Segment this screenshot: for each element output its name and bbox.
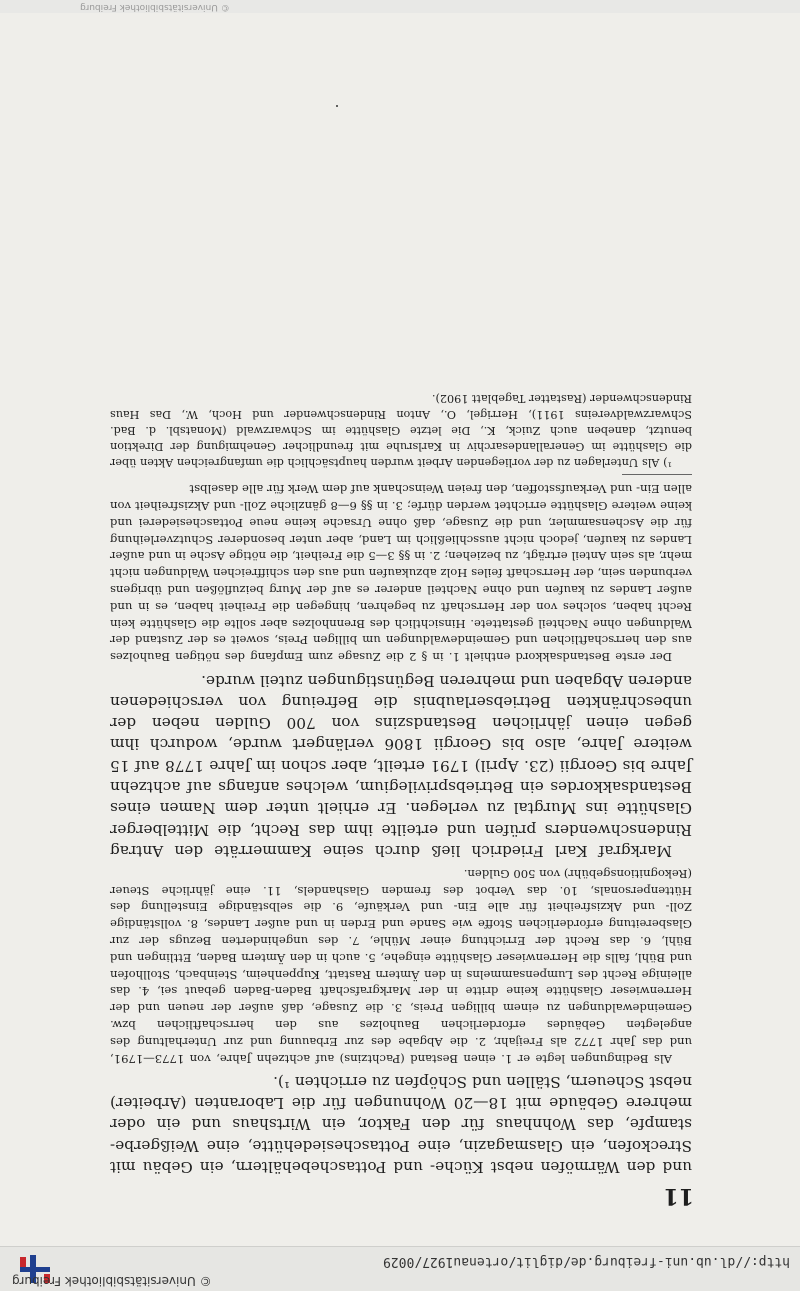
paragraph-4: Der erste Bestandsakkord enthielt 1. in § 2 die Zusage zum Empfang des nötigen Bauholzes aus den herrschaftlichen und Gemeindewaldungen um billigen Preis, soweit es der Zustand der Waldungen ohne Nachteil gestattete. Hinsichtlich des Brennholzes aber sollte die Glashütte kein Recht haben, solches von der Herrschaft zu begehren, hingegen die Freiheit haben, es in und außer Landes zu kaufen und ohne Nachteil anderer es auf der Murg beizuflößen und übrigens verbunden sein, der Herrschaft feiles Holz abzukaufen und aus den schiffreichen Waldungen nicht mehr, als sein Anteil erträgt, zu beziehen; 2. in §§ 3—5 die Freiheit, die nötige Asche in und außer Landes zu kaufen, jedoch nicht ausschließlich im Land, aber unter besonderer Schutzverleihung für die Aschensammler, und die Zusage, daß ohne Ursache keine neue Pottaschesiederei und keine weitere Glashütte errichtet werden dürfe; 3. in §§ 6—8 gänzliche Zoll- und Akzisfreiheit von allen Ein- und Verkaufsstoffen, den freien Weinschank auf dem Werk für alle daselbst	[110, 482, 692, 665]
specks	[336, 105, 338, 107]
copyright-notice: © Universitätsbibliothek Freiburg	[12, 1274, 212, 1288]
paragraph-2: Als Bedingungen legte er 1. einen Bestand (Pachtzins) auf achtzehn Jahre, von 1773—1791, und das Jahr 1772 als Freijahr, 2. die Abgabe des zur Erbauung und zur Unterhaltung des angelegten Gebäudes erforderlichen Bauholzes aus den herrschaftlichen bzw. Gemeindewaldungen zu einem billigen Preis, 3. die Zusage, daß außer der neuen und der Herrenwieser Glashütte keine dritte in der Markgrafschaft Baden-Baden gebaut sei, 4. das alleinige Recht des Lumpensammelns in den Ämtern Rastatt, Kuppenheim, Steinbach, Stollhofen und Bühl, falls die Herrenwieser Glashütte eingehe, 5. auch in den Ämtern Baden, Ettlingen und Bühl, 6. das Recht der Errichtung einer Mühle, 7. des ungehinderten Bezugs der zur Glasbereitung erforderlichen Stoffe wie Sande und Erden in und außer Landes, 8. vollständige Zoll- und Akzisfreiheit für alle Ein- und Verkäufe, 9. die selbständige Einstellung des Hüttenpersonals, 10. das Verbot des fremden Glashandels, 11. eine jährliche Steuer (Rekognitionsgebühr) von 500 Gulden.	[110, 866, 692, 1066]
footnote: ¹) Als Unterlagen zu der vorliegenden Arbeit wurden hauptsächlich die umfangreichen Akten über die Glashütte im Generallandesarchiv in Karlsruhe mit freundlicher Genehmigung der Direktion benutzt, daneben auch Zuick, K., Die letzte Glashütte im Schwarzwald (Monatsbl. d. Bad. Schwarzwaldvereins 1911), Herrigel, O., Anton Rindenschwender und Hoch, W., Das Haus Rindenschwender (Rastatter Tageblatt 1902).	[110, 391, 692, 469]
paragraph-1: und den Wärmöfen nebst Küche- und Pottaschebehältern, ein Gebäu mit Streckofen, ein Glasmagazin, eine Pottaschesiedehütte, eine Weißgerbe-stampfe, das Wohnhaus für den Faktor, ein Wirtshaus und ein oder mehrere Gebäude mit 18—20 Wohnungen für die Laboranten (Arbeiter) nebst Scheuern, Ställen und Schöpfen zu errichten ¹).	[110, 1072, 692, 1176]
viewer-header	[0, 1246, 800, 1291]
document-url[interactable]: http://dl.ub.uni-freiburg.de/diglit/ortenau1927/0029	[383, 1254, 790, 1269]
page-body	[110, 390, 692, 1177]
bottom-watermark: © Universitätsbibliothek Freiburg	[80, 2, 230, 12]
footnote-divider	[622, 474, 692, 475]
paragraph-3: Markgraf Karl Friedrich ließ durch seine Kammerräte den Antrag Rindenschwenders prüfen und erteilte ihm das Recht, die Mittelberger Glashütte ins Murgtal zu verlegen. Er erhielt unter dem Namen eines Bestandsakkordes ein Betriebsprivilegium, welches anfangs auf achtzehn Jahre bis Georgii (23. April) 1791 erteilt, aber schon im Jahre 1778 auf 15 weitere Jahre, also bis Georgii 1806 verlängert wurde, wodurch ihm gegen einen jährlichen Bestandszins von 700 Gulden neben der unbeschränkten Betriebserlaubnis die Befreiung von verschiedenen anderen Abgaben und mehreren Begünstigungen zuteil wurde.	[110, 671, 692, 860]
page-number: 11	[663, 1183, 694, 1209]
